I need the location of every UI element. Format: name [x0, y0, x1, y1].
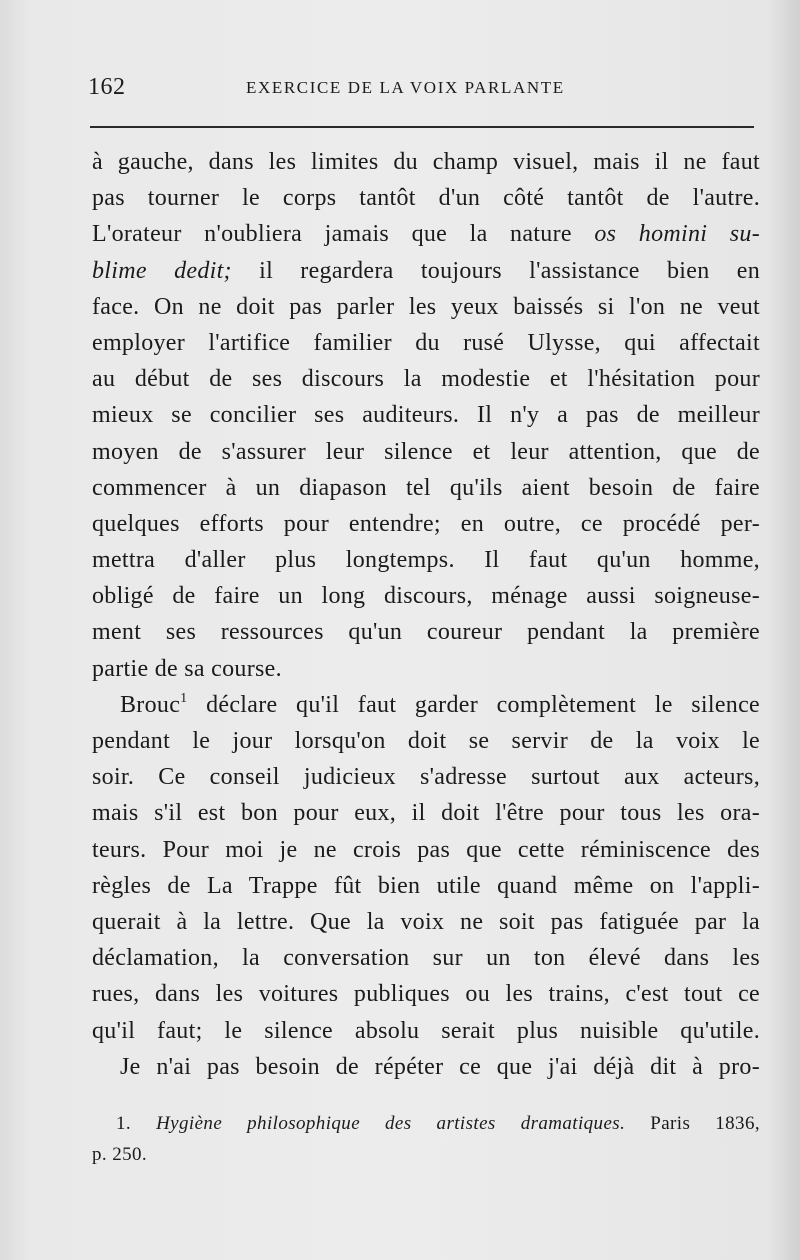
footnote-text: Paris 1836, — [625, 1113, 760, 1134]
text-line — [92, 687, 760, 723]
latin-quote: os homini su- — [594, 221, 760, 248]
text-line: qu'il faut; le silence absolu serait plus nuisible qu'utile. — [92, 1017, 760, 1044]
text-line: quelques efforts pour entendre; en outre, ce procédé per- — [92, 510, 760, 537]
text-span: Brouc — [120, 691, 181, 718]
text-line: à gauche, dans les limites du champ visuel, mais il ne faut — [92, 149, 760, 175]
text-line: pas tourner le corps tantôt d'un côté tantôt de l'autre. — [92, 185, 760, 212]
text-line — [92, 253, 760, 289]
footnote — [92, 1108, 760, 1170]
text-line: rues, dans les voitures publiques ou les trains, c'est tout ce — [92, 981, 760, 1008]
page-number: 162 — [88, 74, 126, 100]
text-line: règles de La Trappe fût bien utile quand même on l'appli- — [92, 872, 760, 899]
text-line: teurs. Pour moi je ne crois pas que cette réminiscence des — [92, 836, 760, 863]
text-line: Je n'ai pas besoin de répéter ce que j'ai déjà dit à pro- — [120, 1053, 760, 1080]
text-line: employer l'artifice familier du rusé Ulysse, qui affectait — [92, 329, 760, 356]
text-span: déclare qu'il faut garder complètement le silence — [187, 691, 760, 718]
footnote-line: p. 250. — [92, 1144, 148, 1165]
text-line: pendant le jour lorsqu'on doit se servir de la voix le — [92, 728, 760, 754]
text-line: ment ses ressources qu'un coureur pendant la première — [92, 619, 760, 646]
text-line: mieux se concilier ses auditeurs. Il n'y a pas de meilleur — [92, 402, 760, 429]
running-title: EXERCICE DE LA VOIX PARLANTE — [246, 78, 565, 97]
text-line — [92, 216, 760, 252]
text-line: au début de ses discours la modestie et l'hésitation pour — [92, 366, 760, 393]
latin-quote: blime dedit; — [92, 257, 232, 284]
footnote-line — [92, 1108, 760, 1139]
footnote-title: Hygiène philosophique des artistes dramatiques. — [156, 1113, 626, 1134]
text-line: querait à la lettre. Que la voix ne soit pas fatiguée par la — [92, 908, 760, 935]
text-line: commencer à un diapason tel qu'ils aient besoin de faire — [92, 474, 760, 501]
text-line: obligé de faire un long discours, ménage aussi soigneuse- — [92, 583, 760, 610]
body-text — [92, 144, 760, 1085]
text-line: face. On ne doit pas parler les yeux baissés si l'on ne veut — [92, 293, 760, 320]
text-line: partie de sa course. — [92, 655, 282, 682]
text-line: soir. Ce conseil judicieux s'adresse surtout aux acteurs, — [92, 764, 760, 791]
running-head — [88, 74, 758, 104]
header-rule — [90, 126, 754, 128]
footnote-number: 1. — [116, 1113, 132, 1134]
text-line: mettra d'aller plus longtemps. Il faut qu'un homme, — [92, 547, 760, 574]
text-line: mais s'il est bon pour eux, il doit l'être pour tous les ora- — [92, 800, 760, 827]
text-span: L'orateur n'oubliera jamais que la nature — [92, 221, 595, 248]
text-line: moyen de s'assurer leur silence et leur attention, que de — [92, 438, 760, 465]
footnote-marker: 1 — [180, 690, 188, 706]
text-span: il regardera toujours l'assistance bien en — [231, 257, 760, 284]
text-line: déclamation, la conversation sur un ton élevé dans les — [92, 945, 760, 972]
